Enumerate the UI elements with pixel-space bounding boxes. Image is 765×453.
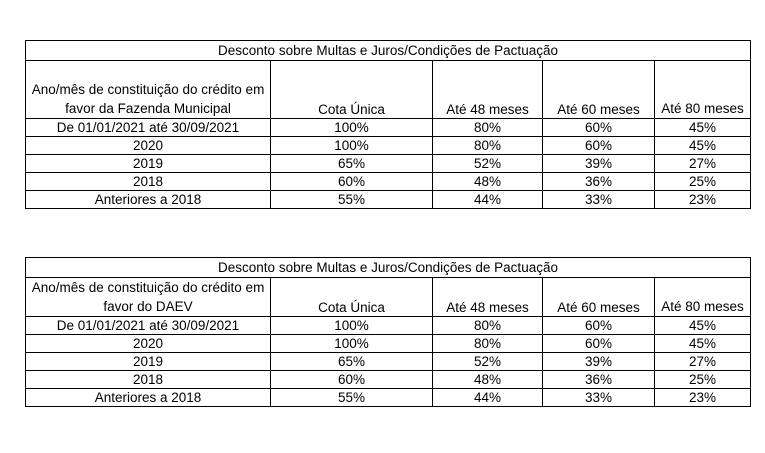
table-row: [26, 155, 751, 173]
cell-value: 60%: [271, 371, 433, 389]
cell-value: 55%: [271, 389, 433, 407]
cell-value: 23%: [655, 191, 751, 209]
table-header-row: [26, 278, 751, 317]
column-header-60-meses: Até 60 meses: [543, 61, 655, 119]
discount-table-fazenda: [25, 40, 751, 209]
column-header-48-meses: Até 48 meses: [433, 278, 543, 317]
table-title: Desconto sobre Multas e Juros/Condições de Pactuação: [26, 41, 751, 61]
table-title-row: [26, 258, 751, 278]
column-header-48-meses: Até 48 meses: [433, 61, 543, 119]
cell-value: 60%: [543, 119, 655, 137]
cell-value: 100%: [271, 335, 433, 353]
table-row: [26, 389, 751, 407]
cell-value: 60%: [543, 335, 655, 353]
cell-value: 44%: [433, 191, 543, 209]
cell-period: Anteriores a 2018: [26, 191, 271, 209]
cell-value: 45%: [655, 137, 751, 155]
table-row: [26, 191, 751, 209]
cell-value: 45%: [655, 317, 751, 335]
column-header-cota-unica: Cota Única: [271, 278, 433, 317]
cell-value: 25%: [655, 371, 751, 389]
cell-value: 55%: [271, 191, 433, 209]
column-header-period: Ano/mês de constituição do crédito em favor da Fazenda Municipal: [26, 61, 271, 119]
cell-period: De 01/01/2021 até 30/09/2021: [26, 317, 271, 335]
cell-value: 27%: [655, 155, 751, 173]
cell-value: 52%: [433, 353, 543, 371]
cell-period: 2018: [26, 371, 271, 389]
cell-value: 39%: [543, 353, 655, 371]
column-header-period: Ano/mês de constituição do crédito em favor do DAEV: [26, 278, 271, 317]
cell-value: 52%: [433, 155, 543, 173]
table-row: [26, 335, 751, 353]
cell-value: 45%: [655, 335, 751, 353]
column-header-80-meses: Até 80 meses: [655, 61, 751, 119]
cell-value: 33%: [543, 191, 655, 209]
table-row: [26, 137, 751, 155]
cell-value: 39%: [543, 155, 655, 173]
cell-value: 36%: [543, 371, 655, 389]
cell-value: 33%: [543, 389, 655, 407]
cell-value: 100%: [271, 119, 433, 137]
cell-value: 80%: [433, 119, 543, 137]
table-row: [26, 317, 751, 335]
cell-period: 2019: [26, 353, 271, 371]
cell-period: 2020: [26, 335, 271, 353]
column-header-60-meses: Até 60 meses: [543, 278, 655, 317]
cell-value: 36%: [543, 173, 655, 191]
cell-period: 2019: [26, 155, 271, 173]
discount-table-daev: [25, 257, 751, 407]
cell-value: 100%: [271, 317, 433, 335]
cell-value: 45%: [655, 119, 751, 137]
table-title: Desconto sobre Multas e Juros/Condições de Pactuação: [26, 258, 751, 278]
cell-period: De 01/01/2021 até 30/09/2021: [26, 119, 271, 137]
cell-value: 25%: [655, 173, 751, 191]
cell-value: 60%: [543, 317, 655, 335]
cell-value: 27%: [655, 353, 751, 371]
cell-value: 65%: [271, 155, 433, 173]
cell-value: 80%: [433, 317, 543, 335]
table-header-row: [26, 61, 751, 119]
cell-value: 48%: [433, 173, 543, 191]
cell-value: 48%: [433, 371, 543, 389]
table-row: [26, 119, 751, 137]
cell-period: 2018: [26, 173, 271, 191]
cell-value: 60%: [271, 173, 433, 191]
cell-value: 44%: [433, 389, 543, 407]
cell-value: 65%: [271, 353, 433, 371]
table-title-row: [26, 41, 751, 61]
table-row: [26, 371, 751, 389]
table-row: [26, 173, 751, 191]
cell-value: 100%: [271, 137, 433, 155]
table-row: [26, 353, 751, 371]
column-header-80-meses: Até 80 meses: [655, 278, 751, 317]
cell-value: 23%: [655, 389, 751, 407]
cell-value: 60%: [543, 137, 655, 155]
cell-period: Anteriores a 2018: [26, 389, 271, 407]
column-header-cota-unica: Cota Única: [271, 61, 433, 119]
cell-value: 80%: [433, 137, 543, 155]
cell-value: 80%: [433, 335, 543, 353]
cell-period: 2020: [26, 137, 271, 155]
